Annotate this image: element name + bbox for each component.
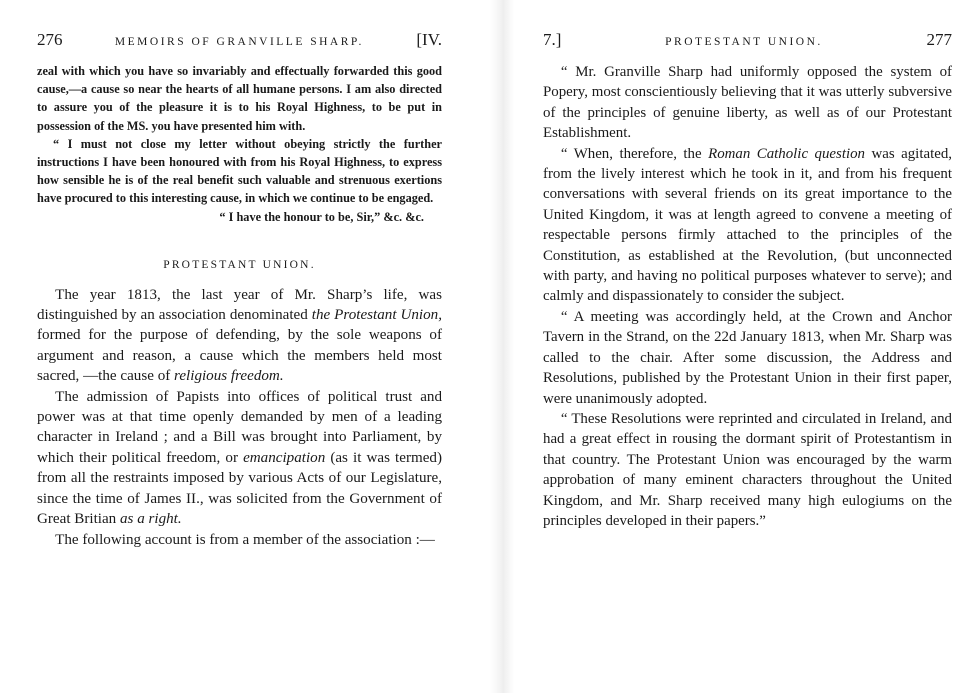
letter-signoff: “ I have the honour to be, Sir,” &c. &c. <box>219 209 424 224</box>
right-running-title: PROTESTANT UNION. <box>665 36 823 48</box>
right-section-mark: 7.] <box>543 30 562 49</box>
section-heading: PROTESTANT UNION. <box>163 258 316 271</box>
text-run: “ When, therefore, the <box>560 145 709 162</box>
right-page-number: 277 <box>926 30 952 49</box>
italic-run: emancipation <box>243 449 326 466</box>
left-section-mark: [IV. <box>416 30 442 49</box>
right-paragraph-3: “ A meeting was accordingly held, at the Crown and Anchor Tavern in the Strand, on the 22d January 1813, when Mr. Sharp was called to the chair. After some discussion, the Address and Resolutions, published by the Protestant Union in their first paper, were unanimously adopted. <box>543 308 952 407</box>
left-page-number: 276 <box>37 30 63 49</box>
left-body-text <box>37 285 442 550</box>
left-running-title: MEMOIRS OF GRANVILLE SHARP. <box>114 36 364 48</box>
right-running-head <box>543 30 952 56</box>
text-run: was agitated, from the lively interest which he took in it, and from his frequent conversations with several friends on its great importance to the United Kingdom, it was at length agreed to convene a meeting of respectable persons firmly attached to the principles of the Constitution, as established at the Revolution, (but unconnected with party, and having no political purposes whatever to serve); and calmly and dispassionately to consider the subject. <box>543 145 952 305</box>
letter-paragraph-2: “ I must not close my letter without obeying strictly the further instructions I have been honoured with from his Royal Highness, to express how sensible he is of the real benefit such valuable and strenuous exertions have procured to this interesting cause, in which we continue to be engaged. <box>37 136 442 206</box>
letter-excerpt <box>37 62 442 225</box>
left-running-head <box>37 30 442 56</box>
right-paragraph-4: “ These Resolutions were reprinted and circulated in Ireland, and had a great effect in rousing the dormant spirit of Protestantism in that country. The Protestant Union was encouraged by the warm approbation of many eminent characters throughout the United Kingdom, and Mr. Sharp received many high eulogiums on the principles developed in their papers.” <box>543 410 952 529</box>
left-paragraph-2 <box>37 387 442 530</box>
right-paragraph-1: “ Mr. Granville Sharp had uniformly opposed the system of Popery, most conscientiously believing that it was utterly subversive of the principles of genuine liberty, as well as of our Protestant Establishment. <box>543 64 952 142</box>
italic-run: religious freedom. <box>174 368 284 385</box>
left-page <box>0 0 470 693</box>
text-run: The admission of Papists into offices of political trust and power was at that time openly demanded by men of a leading character in Ireland ; and a Bill was brought into Parliament, by which their political freedom, or <box>37 388 442 466</box>
text-run: (as it was termed) from all the restraints imposed by various Acts of our Legislature, since the time of James II., was solicited from the Government of Great Britian <box>37 449 442 528</box>
left-paragraph-1 <box>37 285 442 387</box>
left-paragraph-3: The following account is from a member of the association :— <box>55 531 435 548</box>
text-run: The year 1813, the last year of Mr. Sharp’s life, was distinguished by an association denominated <box>37 286 442 324</box>
italic-run: the Protestant Union, <box>311 307 442 324</box>
letter-paragraph-1: zeal with which you have so invariably and effectually forwarded this good cause,—a cause so near the hearts of all humane persons. I am also directed to assure you of the pleasure it is to his Royal Highness, to be put in possession of the MS. you have presented him with. <box>37 64 442 133</box>
italic-run: as a right. <box>120 511 182 528</box>
italic-run: Roman Catholic question <box>708 145 865 162</box>
right-page <box>510 0 980 693</box>
text-run: formed for the purpose of defending, by the sole weapons of argument and reason, a cause which the members held most sacred, —the cause of <box>37 327 442 385</box>
right-paragraph-2 <box>543 144 952 307</box>
right-body-text <box>543 62 952 531</box>
